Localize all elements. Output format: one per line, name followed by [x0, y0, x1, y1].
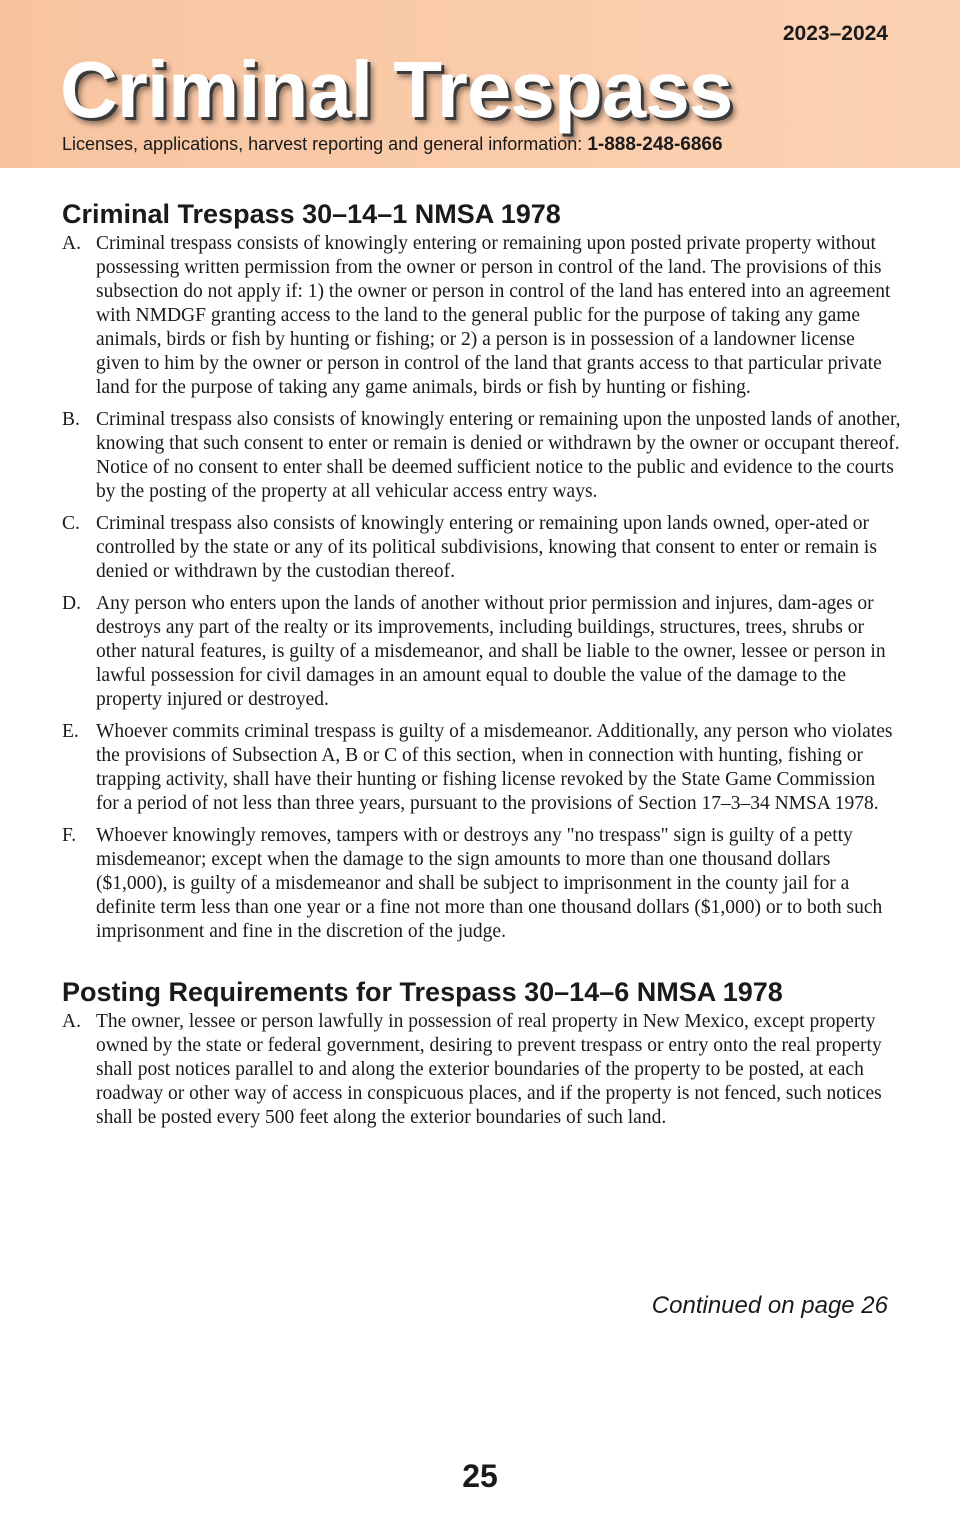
- edition-year: 2023–2024: [782, 22, 888, 45]
- contact-phone: 1-888-248-6866: [587, 134, 723, 155]
- clause-text: Criminal trespass also consists of knowingly entering or remaining upon lands owned, oper-ated or controlled by the state or any of its political subdivisions, knowing that consent to enter or remain is denied or withdrawn by the custodian thereof.: [96, 513, 877, 582]
- clause-text: Any person who enters upon the lands of another without prior permission and injures, dam-ages or destroys any part of the realty or its improvements, including buildings, structures, trees, shrubs or other natural features, is guilty of a misdemeanor, and shall be liable to the owner, lessee or person in lawful possession for civil damages in an amount equal to double the value of the damage to the property injured or destroyed.: [96, 593, 886, 710]
- clause: [62, 512, 902, 584]
- clause: [62, 592, 902, 712]
- section-heading-posting-requirements: Posting Requirements for Trespass 30–14–6 NMSA 1978: [62, 977, 783, 1007]
- clause-text: Criminal trespass also consists of knowingly entering or remaining upon the unposted lands of another, knowing that such consent to enter or remain is denied or withdrawn by the owner or occupant thereof. Notice of no consent to enter shall be deemed sufficient notice to the public and evidence to the courts by the posting of the property at all vehicular access entry ways.: [96, 409, 901, 502]
- clause-letter: C.: [62, 513, 80, 534]
- clause-text: Whoever knowingly removes, tampers with or destroys any "no trespass" sign is guilty of a petty misdemeanor; except when the damage to the sign amounts to more than one thousand dollars ($1,000), is guilty of a misdemeanor and shall be subject to imprisonment in the county jail for a definite term less than one year or a fine not more than one thousand dollars ($1,000) or to both such imprisonment and fine in the discretion of the judge.: [96, 825, 883, 942]
- clause-letter: A.: [62, 233, 81, 254]
- page-header: [0, 0, 960, 168]
- clause: [62, 1010, 902, 1130]
- clause: [62, 232, 902, 400]
- page-number: 25: [462, 1458, 498, 1494]
- clause-text: Criminal trespass consists of knowingly entering or remaining upon posted private property without possessing written permission from the owner or person in control of the land. The provisions of this subsection do not apply if: 1) the owner or person in control of the land has entered into an agreement with NMDGF granting access to the land to the general public for the purpose of taking any game animals, birds or fish by hunting or fishing; or 2) a person is in possession of a landowner license given to him by the owner or person in control of the land that grants access to that particular private land for the purpose of taking any game animals, birds or fish by hunting or fishing.: [96, 233, 891, 398]
- clause: [62, 408, 902, 504]
- clause-list-criminal-trespass: [62, 232, 902, 944]
- clause-letter: A.: [62, 1011, 81, 1032]
- page-title: Criminal Trespass: [60, 45, 733, 134]
- clause-text: Whoever commits criminal trespass is guilty of a misdemeanor. Additionally, any person who violates the provisions of Subsection A, B or C of this section, when in connection with hunting, fishing or trapping activity, shall have their hunting or fishing license revoked by the State Game Commission for a period of not less than three years, pursuant to the provisions of Section 17–3–34 NMSA 1978.: [96, 721, 893, 814]
- clause-letter: F.: [62, 825, 77, 846]
- contact-info-text: Licenses, applications, harvest reporting and general information:: [62, 134, 583, 154]
- clause-list-posting-requirements: [62, 1010, 902, 1130]
- clause: [62, 720, 902, 816]
- clause-letter: B.: [62, 409, 80, 430]
- main-content: [62, 196, 902, 1138]
- continued-note: Continued on page 26: [651, 1292, 888, 1319]
- clause-letter: D.: [62, 593, 81, 614]
- clause-text: The owner, lessee or person lawfully in possession of real property in New Mexico, except property owned by the state or federal government, desiring to prevent trespass or entry onto the real property shall post notices parallel to and along the exterior boundaries of the property to be posted, at each roadway or other way of access in conspicuous places, and if the property is not fenced, such notices shall be posted every 500 feet along the exterior boundaries of such land.: [96, 1011, 882, 1128]
- contact-info: [62, 134, 723, 156]
- clause-letter: E.: [62, 721, 79, 742]
- section-heading-criminal-trespass: Criminal Trespass 30–14–1 NMSA 1978: [62, 199, 561, 229]
- clause: [62, 824, 902, 944]
